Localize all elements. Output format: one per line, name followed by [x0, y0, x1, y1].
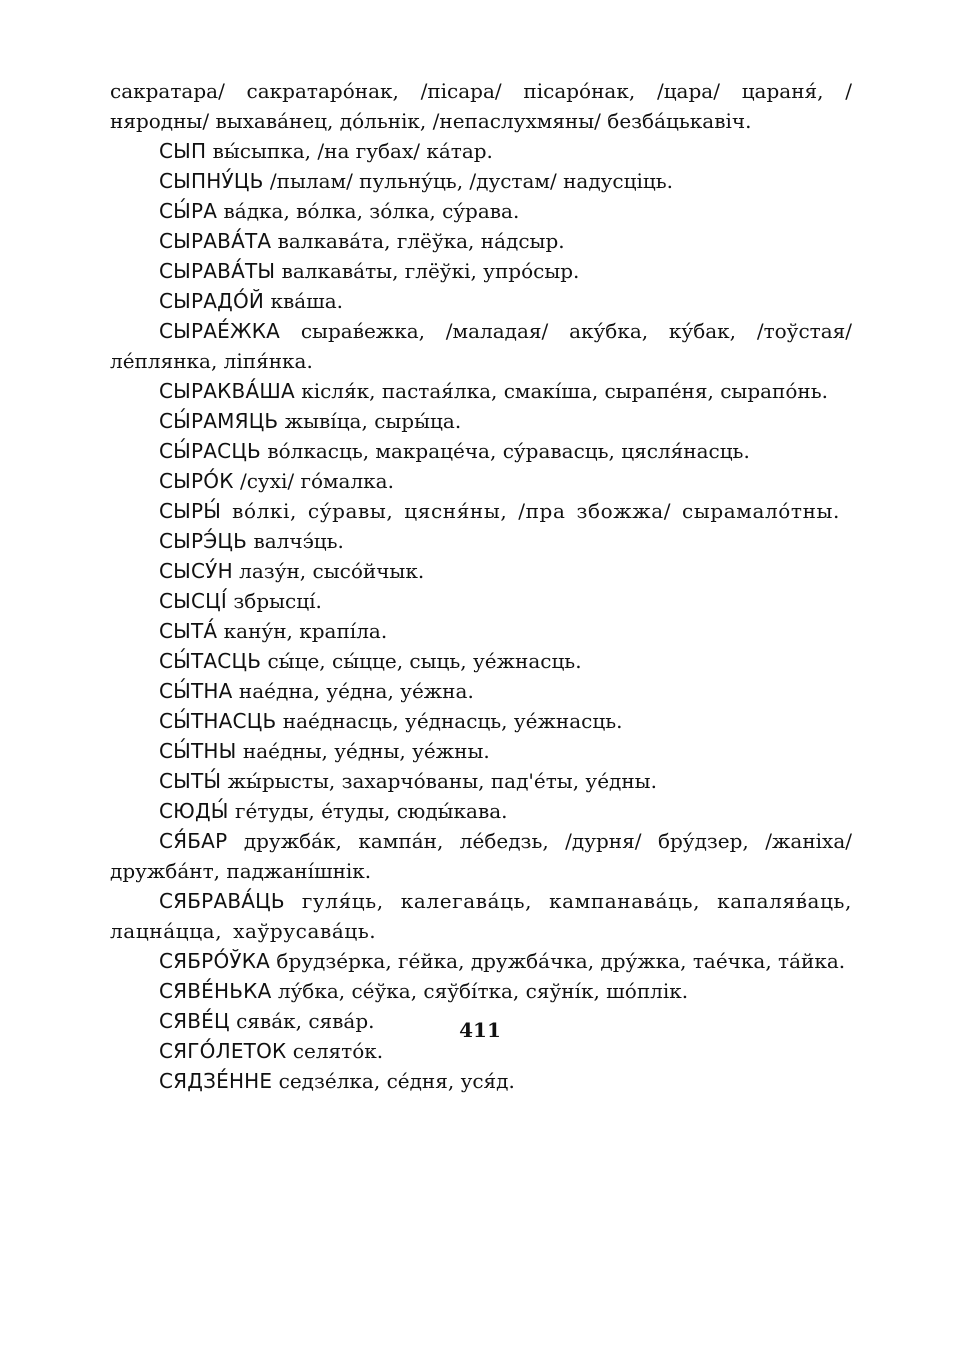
- dictionary-entry: [110, 1066, 852, 1096]
- entry-synonyms: валчэ́ць.: [253, 529, 344, 553]
- dictionary-entry: [110, 76, 852, 136]
- entry-headword: СЫ́ТНА: [159, 679, 233, 703]
- dictionary-entry: [110, 676, 852, 706]
- entry-headword: СЯВЕ́Ц: [159, 1009, 230, 1033]
- entry-synonyms: вы́сыпка, /на губах/ ка́тар.: [212, 139, 493, 163]
- entry-headword: СЯ́БАР: [159, 829, 228, 853]
- entry-headword: СЫРО́К: [159, 469, 234, 493]
- entry-headword: СЫРАЕ́ЖКА: [159, 319, 281, 343]
- entry-synonyms: валкава́та, глёўка, на́дсыр.: [277, 229, 565, 253]
- page-number: 411: [459, 1018, 501, 1042]
- entry-headword: СЫ́РАСЦЬ: [159, 439, 261, 463]
- entry-synonyms: валкава́ты, глёўкі, упро́сыр.: [281, 259, 580, 283]
- entry-headword: СЫТА́: [159, 619, 218, 643]
- entry-headword: СЫРАКВА́ША: [159, 379, 295, 403]
- entry-synonyms: лазу́н, сысо́йчык.: [239, 559, 425, 583]
- entry-synonyms: нае́дна, уе́дна, уе́жна.: [238, 679, 474, 703]
- entry-synonyms: нае́днасць, уе́днасць, уе́жнасць.: [282, 709, 623, 733]
- entry-synonyms: /сухі/ го́малка.: [239, 469, 394, 493]
- entry-synonyms: жыві́ца, сыры́ца.: [284, 409, 462, 433]
- entry-synonyms: сы́це, сы́цце, сыць, уе́жнасць.: [267, 649, 582, 673]
- dictionary-entry: [110, 196, 852, 226]
- entry-headword: СЫРАДО́Й: [159, 289, 265, 313]
- entry-headword: СЫП: [159, 139, 207, 163]
- entry-headword: СЫТЫ́: [159, 769, 222, 793]
- entry-synonyms: гуля́ць, калегава́ць, кампанава́ць, капаляв́аць, лацна́цца, хаўрусава́ць.: [110, 889, 852, 943]
- entry-headword: СЫ́ТНЫ: [159, 739, 237, 763]
- entry-headword: СЫСУ́Н: [159, 559, 233, 583]
- dictionary-entry: [110, 526, 852, 556]
- entry-synonyms: сырав́ежка, /маладая/ аку́бка, ку́бак, /тоўстая/ ле́плянка, ліпя́нка.: [110, 319, 852, 373]
- dictionary-entry: [110, 976, 852, 1006]
- entry-synonyms: селято́к.: [292, 1039, 384, 1063]
- entry-synonyms: дружба́к, кампа́н, ле́бедзь, /дурня/ бру́дзер, /жаніха/ дружба́нт, паджані́шнік.: [110, 829, 852, 883]
- entry-headword: СЫ́РАМЯЦЬ: [159, 409, 279, 433]
- entry-headword: СЯБРО́ЎКА: [159, 949, 271, 973]
- dictionary-text: [110, 76, 852, 1096]
- entry-headword: СЮДЫ́: [159, 799, 229, 823]
- dictionary-entry: [110, 166, 852, 196]
- entry-headword: СЫРЭ́ЦЬ: [159, 529, 248, 553]
- entry-headword: СЫСЦІ́: [159, 589, 228, 613]
- dictionary-entry: [110, 616, 852, 646]
- entry-headword: СЫ́ТНАСЦЬ: [159, 709, 277, 733]
- entry-synonyms: /пылам/ пульну́ць, /дустам/ надусціць.: [269, 169, 673, 193]
- entry-synonyms: нае́дны, уе́дны, уе́жны.: [242, 739, 490, 763]
- dictionary-entry: [110, 766, 852, 796]
- dictionary-entry: [110, 436, 852, 466]
- dictionary-entry: [110, 256, 852, 286]
- dictionary-entry: [110, 736, 852, 766]
- entry-synonyms: ге́туды, е́туды, сюды́кава.: [235, 799, 508, 823]
- dictionary-entry: [110, 586, 852, 616]
- dictionary-entry: [110, 886, 852, 946]
- entry-synonyms: жы́рысты, захарчо́ваны, пад'е́ты, уе́дны.: [227, 769, 657, 793]
- entry-headword: СЯБРАВА́ЦЬ: [159, 889, 285, 913]
- dictionary-entry: [110, 826, 852, 886]
- entry-headword: СЫ́ТАСЦЬ: [159, 649, 262, 673]
- entry-headword: СЯДЗЕ́ННЕ: [159, 1069, 273, 1093]
- dictionary-entry: [110, 406, 852, 436]
- entry-synonyms: лу́бка, се́ўка, сяўбі́тка, сяўні́к, шо́плік.: [277, 979, 689, 1003]
- dictionary-entry: [110, 466, 852, 496]
- dictionary-entry: [110, 946, 852, 976]
- dictionary-entry: [110, 496, 852, 526]
- entry-headword: СЫПНУ́ЦЬ: [159, 169, 264, 193]
- dictionary-entry: [110, 376, 852, 406]
- entry-headword: СЫРАВА́ТА: [159, 229, 272, 253]
- dictionary-entry: [110, 796, 852, 826]
- dictionary-entry: [110, 136, 852, 166]
- entry-synonyms: ва́дка, во́лка, зо́лка, су́рава.: [223, 199, 520, 223]
- entry-headword: СЯГО́ЛЕТОК: [159, 1039, 287, 1063]
- entry-headword: СЫРЫ́: [159, 499, 222, 523]
- entry-headword: СЫРАВА́ТЫ: [159, 259, 276, 283]
- dictionary-entry: [110, 706, 852, 736]
- entry-synonyms: збрысці́.: [233, 589, 322, 613]
- entry-synonyms: брудзе́рка, ге́йка, дружба́чка, дру́жка, тае́чка, та́йка.: [276, 949, 846, 973]
- entry-synonyms: кану́н, крапі́ла.: [223, 619, 388, 643]
- entry-synonyms: сява́к, сява́р.: [236, 1009, 375, 1033]
- entry-synonyms: во́лкасць, макраце́ча, су́равасць, цясля́насць.: [267, 439, 750, 463]
- dictionary-entry: [110, 556, 852, 586]
- dictionary-entry: [110, 286, 852, 316]
- entry-synonyms: во́лкі, су́равы, цясня́ны, /пра збожжа/ сырамало́тны.: [232, 499, 840, 523]
- entry-synonyms: седзе́лка, се́дня, уся́д.: [278, 1069, 515, 1093]
- dictionary-entry: [110, 646, 852, 676]
- entry-synonyms: кісля́к, пастая́лка, смакі́ша, сырапе́ня, сырапо́нь.: [301, 379, 829, 403]
- entry-synonyms: сакратара/ сакратаро́нак, /пісара/ пісаро́нак, /цара/ царaня́, /нярoдны/ выхава́нец, до́льнік, /непаслухмяны/ безба́цькавіч.: [110, 79, 852, 133]
- dictionary-entry: [110, 316, 852, 376]
- entry-headword: СЯВЕ́НЬКА: [159, 979, 272, 1003]
- dictionary-entry: [110, 226, 852, 256]
- entry-synonyms: ква́ша.: [270, 289, 344, 313]
- entry-headword: СЫ́РА: [159, 199, 218, 223]
